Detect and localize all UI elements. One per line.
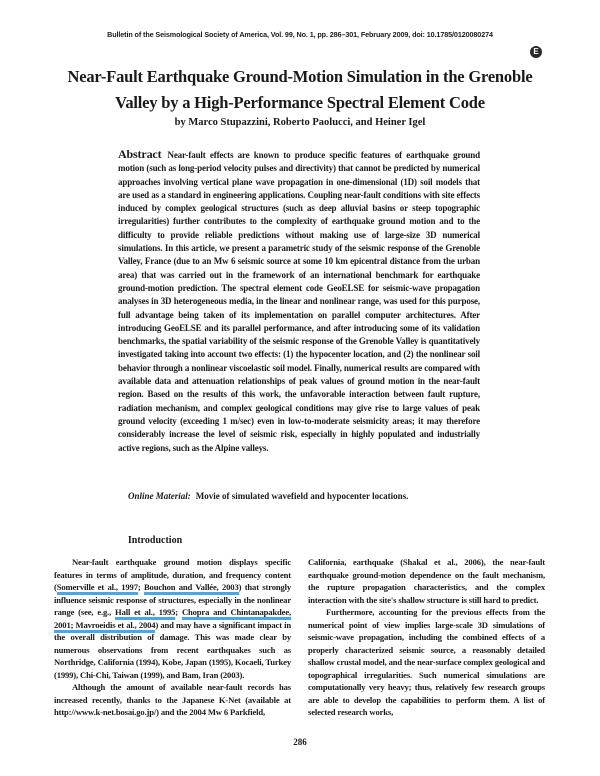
intro-paragraph-2: Although the amount of available near-fault records has increased recently, thanks to the Japanese K-Net (available at http://www.k-net.bosai.go.jp/) and the 2004 Mw 6 Parkfield, bbox=[54, 682, 291, 717]
intro-paragraph-1 bbox=[54, 556, 291, 681]
paper-title bbox=[60, 64, 540, 116]
abstract bbox=[118, 148, 480, 455]
section-heading-introduction: Introduction bbox=[127, 535, 183, 546]
text-run: ) that strongly influence seismic response of structures, especially in the nonlinear range (see, e.g., bbox=[54, 582, 292, 617]
online-material-text: Movie of simulated wavefield and hypocenter locations. bbox=[195, 491, 409, 501]
text-run: ; bbox=[175, 607, 182, 617]
abstract-label: Abstract bbox=[118, 147, 162, 161]
title-line-2: Valley by a High-Performance Spectral Element Code bbox=[115, 93, 485, 112]
electronic-supplement-icon[interactable]: E bbox=[530, 46, 542, 58]
text-run: ) and may have a significant impact in the overall distribution of damage. This was made clear by numerous observations from recent earthquakes such as Northridge, California (1994), Kobe, Japan (1995), Kocaeli, Turkey (1999), Chi-Chi, Taiwan (1999), and Bam, Iran (2003). bbox=[54, 619, 291, 680]
journal-citation-header: Bulletin of the Seismological Society of America, Vol. 99, No. 1, pp. 286–301, February 2009, doi: 10.1785/0120080274 bbox=[107, 30, 493, 39]
right-column bbox=[308, 556, 545, 719]
text-run: ; bbox=[137, 582, 144, 592]
intro-paragraph-continued: California, earthquake (Shakal et al., 2006), the near-fault earthquake ground-motion dependence on the fault mechanism, the rupture propagation characteristics, and the complex interaction with the site's shallow structure is still hard to predict. bbox=[308, 557, 545, 605]
citation-link[interactable]: Bouchon and Vallée, 2003 bbox=[144, 582, 239, 595]
online-material bbox=[128, 491, 488, 501]
left-column bbox=[54, 556, 291, 719]
author-list: by Marco Stupazzini, Roberto Paolucci, and Heiner Igel bbox=[174, 117, 426, 128]
page-number: 286 bbox=[293, 737, 307, 747]
text-run: Near-fault earthquake ground motion displays specific features in terms of amplitude, duration, and frequency content ( bbox=[54, 557, 291, 592]
citation-link[interactable]: Hall et al., 1995 bbox=[115, 607, 175, 620]
intro-paragraph-3: Furthermore, accounting for the previous effects from the numerical point of view implies large-scale 3D simulations of seismic-wave propagation, including the combined effects of a properly characterized seismic source, a reasonably detailed shallow crustal model, and the near-surface complex geological and topographical irregularities. Such numerical simulations are computationally very heavy; thus, relatively few research groups are able to develop the capabilities to perform them. A list of selected research works, bbox=[308, 607, 545, 717]
online-material-label: Online Material: bbox=[128, 491, 191, 501]
citation-link[interactable]: Somerville et al., 1997 bbox=[57, 582, 138, 595]
abstract-text: Near-fault effects are known to produce specific features of earthquake ground motion (such as long-period velocity pulses and directivity) that cannot be predicted by numerical approaches involving vertical plane wave propagation in one-dimensional (1D) soil models that are used as a standard in engineering applications. Coupling near-fault conditions with site effects induced by complex geological structures (such as deep alluvial basins or steep topographic irregularities) further contributes to the complexity of earthquake ground motion and to the difficulty to provide reliable predictions without making use of large-size 3D numerical simulations. In this article, we present a parametric study of the seismic response of the Grenoble Valley, France (due to an Mw 6 seismic source at some 10 km epicentral distance from the urban area) that was carried out in the framework of an international benchmark for earthquake ground-motion prediction. The spectral element code GeoELSE for seismic-wave propagation analyses in 3D heterogeneous media, in the linear and nonlinear range, was used for this purpose, full advantage being taken of its implementation on parallel computer architectures. After introducing GeoELSE and its parallel performance, and after introducing some of its validation benchmarks, the spatial variability of the seismic response of the Grenoble Valley is quantitatively investigated taking into account two effects: (1) the hypocenter location, and (2) the nonlinear soil behavior through a nonlinear viscoelastic soil model. Finally, numerical results are compared with available data and attenuation relationships of peak values of ground motion in the near-fault region. Based on the results of this work, the unfavorable interaction between fault rupture, radiation mechanism, and complex geological conditions may give rise to large values of peak ground velocity (exceeding 1 m/sec) even in low-to-moderate seismicity areas; it may therefore considerably increase the level of seismic risk, especially in highly populated and industrially active regions, such as the Alpine valleys. bbox=[118, 150, 480, 453]
citation-link[interactable]: Chopra and Chintanapakdee, 2001; Mavroeidis et al., 2004 bbox=[54, 607, 291, 633]
title-line-1: Near-Fault Earthquake Ground-Motion Simulation in the Grenoble bbox=[67, 67, 533, 86]
